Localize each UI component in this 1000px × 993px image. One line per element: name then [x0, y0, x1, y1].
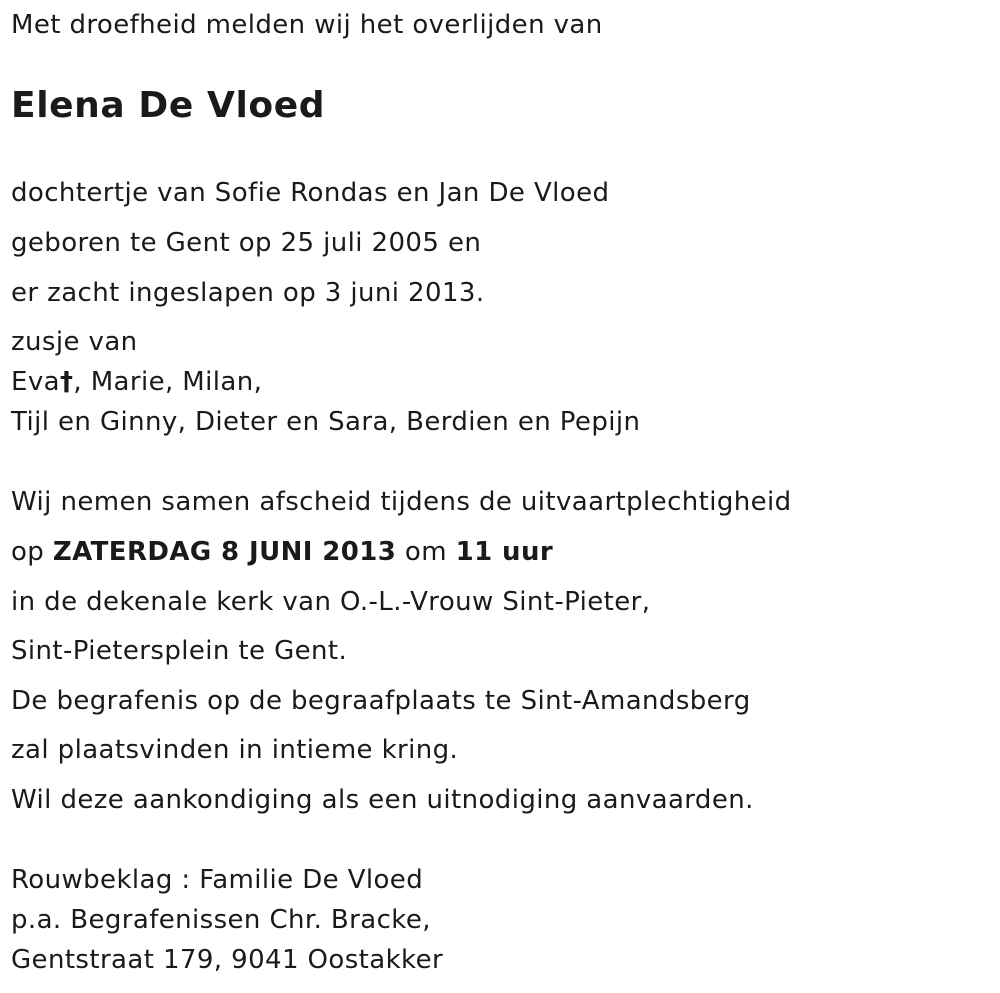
ceremony-location-2: Sint-Pietersplein te Gent. [11, 636, 348, 666]
condolences-line-2: p.a. Begrafenissen Chr. Bracke, [11, 905, 431, 935]
siblings-line-1-rest: , Marie, Milan, [73, 367, 263, 397]
invitation-text: Wil deze aankondiging als een uitnodiging aanvaarden. [11, 785, 754, 815]
deceased-name: Elena De Vloed [11, 85, 326, 126]
birth-text: geboren te Gent op 25 juli 2005 en [11, 228, 482, 258]
ceremony-location-1: in de dekenale kerk van O.-L.-Vrouw Sint-Pieter, [11, 587, 651, 617]
ceremony-middle: om [396, 537, 456, 567]
burial-text-2: zal plaatsvinden in intieme kring. [11, 735, 459, 765]
ceremony-date: ZATERDAG 8 JUNI 2013 [52, 537, 397, 567]
ceremony-prefix: op [11, 537, 53, 567]
siblings-label: zusje van [11, 327, 138, 357]
ceremony-intro: Wij nemen samen afscheid tijdens de uitvaartplechtigheid [11, 487, 792, 517]
parents-text: dochtertje van Sofie Rondas en Jan De Vloed [11, 178, 610, 208]
siblings-line-2: Tijl en Ginny, Dieter en Sara, Berdien en Pepijn [11, 407, 641, 437]
intro-text: Met droefheid melden wij het overlijden van [11, 10, 603, 40]
cross-icon: † [59, 367, 74, 397]
condolences-line-1: Rouwbeklag : Familie De Vloed [11, 865, 424, 895]
sibling-name-eva: Eva [11, 367, 60, 397]
siblings-line-1 [11, 366, 262, 398]
ceremony-datetime [11, 536, 553, 568]
condolences-line-3: Gentstraat 179, 9041 Oostakker [11, 945, 444, 975]
ceremony-time: 11 uur [455, 537, 554, 567]
death-text: er zacht ingeslapen op 3 juni 2013. [11, 278, 485, 308]
burial-text-1: De begrafenis op de begraafplaats te Sint-Amandsberg [11, 686, 751, 716]
